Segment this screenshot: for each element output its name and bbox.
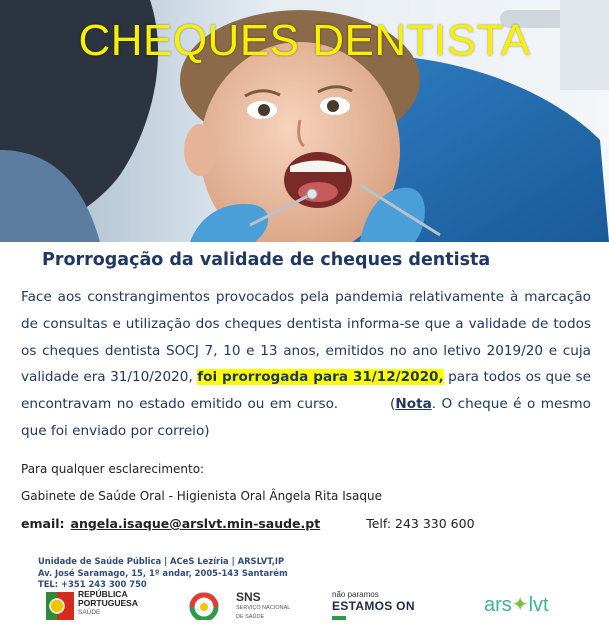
footer-street: Av. José Saramago, 15, 1º andar, 2005-143 Santarém (38, 567, 288, 578)
lvt-label: lvt (528, 594, 549, 616)
hero-title: CHEQUES DENTISTA (78, 16, 531, 65)
republica-emblem-icon (46, 592, 74, 620)
notice-paragraph (21, 284, 591, 445)
footer-unit: Unidade de Saúde Pública | ACeS Lezíria | ARSLVT,IP (38, 556, 285, 566)
ars-lvt-logo (484, 590, 594, 624)
email-label: email: (21, 516, 65, 531)
notice-rest: para todos os que se encontravam no estado emitido ou em curso. (21, 369, 591, 413)
estamos-on-logo (332, 590, 462, 624)
phone-number: Telf: 243 330 600 (366, 516, 475, 531)
republica-line2: PORTUGUESA (78, 598, 138, 608)
republica-line3: SAÚDE (78, 609, 101, 616)
note-label: Nota (395, 396, 432, 413)
ars-person-icon: ✦ (511, 594, 529, 616)
footer-logos (0, 590, 609, 630)
estamos-line2: ESTAMOS ON (332, 599, 415, 613)
highlighted-extension: foi prorrogada para 31/12/2020, (197, 369, 444, 386)
hero-photo (0, 0, 609, 242)
email-link[interactable]: angela.isaque@arslvt.min-saude.pt (70, 516, 321, 531)
estamos-line1: não paramos (332, 590, 379, 599)
sns-sub1: SERVIÇO NACIONAL (236, 605, 291, 611)
note-text: . O cheque é o mesmo que foi enviado por correio) (21, 396, 591, 439)
footer-phone: TEL: +351 243 300 750 (38, 579, 147, 589)
sns-sub2: DE SAÚDE (236, 614, 265, 620)
sns-logo (186, 590, 306, 624)
contact-office: Gabinete de Saúde Oral - Higienista Oral Ângela Rita Isaque (21, 489, 382, 503)
contact-intro: Para qualquer esclarecimento: (21, 462, 205, 476)
email-line (21, 516, 475, 531)
sns-label: SNS (236, 590, 261, 604)
republica-portuguesa-logo (46, 590, 166, 624)
footer-address (38, 556, 288, 591)
republica-line1: REPÚBLICA (78, 589, 128, 599)
estamos-flag-icon (332, 616, 346, 620)
notice-intro: Face aos constrangimentos provocados pela pandemia relativamente à marcação de consultas e utilização dos cheques dentista informa-se que a validade de todos os cheques dentista SOCJ 7, 10 e 13 anos, emitidos no ano letivo 2019/20 e cuja validade era 31/10/2020, (21, 289, 591, 386)
note-open: ( (390, 396, 396, 413)
ars-label: ars (484, 594, 512, 616)
sns-emblem-icon (186, 592, 226, 620)
page-headline: Prorrogação da validade de cheques dentista (42, 250, 491, 270)
